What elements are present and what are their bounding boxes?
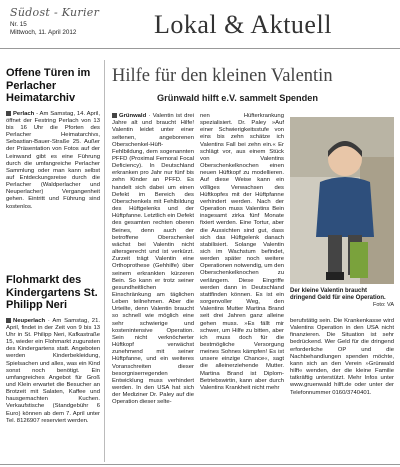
section-title: Lokal & Aktuell	[154, 10, 332, 39]
masthead-divider	[0, 48, 400, 49]
body-text: · Valentin ist drei Jahre alt und braucht Hilfe! Valentin leidet unter einer seltenen, angeborenen Oberschenkel-Hüft-Fehlbildung, dem sogenannten PFFD (Proximal Femoral Focal Deficiency). In Deutschland erkranken pro Jahr nur fünf bis zehn Kinder an PFFD. Es handelt sich dabei um einen Defekt im Bereich des Oberschenkels mit Fehlbildung des Hüftgelenks und der Hüftpfanne. Letztlich ein Defekt des gesamten rechten oberen Beines, denn auch der betroffene Oberschenkel wächst bei Valentin nicht altersgerecht und ist verkürzt. Zurzeit trägt Valentin eine Orthoprothese (Gehhilfe) über seinem erkrankten kürzeren Bein. So kann er trotz seiner gesundheitlichen Einschränkung am täglichen Leben teilnehmen. Aber die Urteilte, denn Valentin braucht so schnell wie möglich eine sehr schwierige und kostenintensive Operation. Sein nicht verknöcherter Hüftkopf verwächst zunehmend mit seiner Hüftpfanne, und ein weiteres Voranschreiten dieser besorgniserregenden Entwicklung muss verhindert werden. In den USA hat sich der Mediziner Dr. Paley auf die Operation dieser selte-	[112, 113, 194, 406]
valentin-photo	[290, 117, 394, 284]
body-text: - Am Samstag, 14. April, öffnet der Festring Perlach von 13 bis 16 Uhr die Pforten des Perlacher Heimatarchivs, Sebastian-Bauer-Straße 25. Außer der Präsentation von Fotos auf der Leinwand gibt es eine Führung durch die umfangreiche Perlacher Sammlung oder man kann selbst auf Entdeckungsreise durch die Perlacher (Waldperlacher und Neuperlacher) Vergangenheit gehen. Eintritt und Führung sind kostenlos.	[6, 110, 100, 210]
sidebar-article-flohmarkt	[6, 274, 100, 425]
article-column-1	[112, 113, 194, 406]
sidebar-body-archive	[6, 111, 100, 211]
photo-credit: Foto: VA	[373, 302, 394, 309]
photo-caption	[290, 288, 394, 310]
issue-date: Mittwoch, 11. April 2012	[10, 28, 77, 36]
article-marker-icon	[112, 113, 117, 118]
newspaper-brand: Südost - Kurier	[10, 6, 100, 19]
place-label: Perlach	[13, 110, 35, 117]
sidebar-headline-archive: Offene Türen im Perlacher Heimatarchiv	[6, 67, 91, 104]
body-text: berufstätig sein. Die Krankenkasse wird Valentins Operation in den USA nicht finanzieren. Die Situation ist sehr bedrückend. Wer Geld für die dringend erforderliche OP und die Nachbehandlungen spenden möchte, kann sich an den Verein »Grünwald hilft« wenden, der die kleine Familie tatkräftig unterstützt. Mehr Infos unter www.gruenwald hilft.de oder unter der Telefonnummer 0160/3740401.	[290, 318, 394, 396]
sidebar-headline-flohmarkt: Flohmarkt des Kindergartens St. Philipp Neri	[6, 274, 98, 311]
column-divider	[104, 60, 105, 462]
caption-text: Der kleine Valentin braucht dringend Geld für eine Operation.	[290, 288, 386, 302]
article-column-2	[200, 113, 284, 392]
place-label: Grünwald	[119, 113, 147, 120]
place-label: Neuperlach	[13, 317, 46, 324]
photo-illustration	[290, 117, 394, 284]
body-text: nen Hüfterkrankung spezialisiert. Dr. Paley »Auf einer Schwierigkeitsstufe von eins bis zehn schätze ich Valentins Fall bei zehn ein.« Er schlägt vor, aus einem Stück von Valentins Oberschenkelknochen einen neuen Hüftkopf zu modellieren. Auf diese Weise kann ein völliges Verwachsen des Hüftkopfes mit der Hüftpfanne verhindert werden. Nach der Operation muss Valentins Bein insgesamt zirka fünf Monate fixiert werden. Eine Tortur, aber die Aussichten sind gut, dass sich das Hüftgelenk danach stabilisiert. Solange Valentin sich im Wachstum befindet, werden später noch weitere Operationen notwendig, um den Oberschenkelknochen zu verlängern. Diese Eingriffe werden dann in Deutschland stattfinden können. Es ist ein sorgenvoller Weg, den Valentins Mutter Martina Brand seit drei Jahren ganz alleine gehen muss. »Es fällt mir schwer, um Hilfe zu bitten, aber ich muss doch für die bestmögliche Versorgung meines Sohnes kämpfen! Es ist unsere einzige Chance«, sagt die alleinerziehende Mutter. Martina Brand ist Diplom-Betriebswirtin, kann aber durch Valentins Krankheit nicht mehr	[200, 113, 284, 391]
article-column-3	[290, 318, 394, 397]
article-headline: Hilfe für den kleinen Valentin	[112, 66, 333, 86]
masthead	[4, 2, 396, 46]
article-subheadline: Grünwald hilft e.V. sammelt Spenden	[157, 93, 318, 103]
page-bottom-rule	[0, 464, 400, 465]
article-marker-icon	[6, 111, 11, 116]
sidebar-body-flohmarkt	[6, 318, 100, 425]
issue-number: Nr. 15	[10, 21, 27, 28]
sidebar-article-archive	[6, 67, 100, 211]
article-marker-icon	[6, 318, 11, 323]
issue-info	[10, 21, 76, 36]
body-text: · Am Samstag, 21. April, findet in der Zeit von 9 bis 13 Uhr in St. Philipp Neri, Kafkastraße 15, wieder ein Flohmarkt zugunsten des Kindergartens statt. Angeboten werden Kinderbekleidung, Spielsachen und alles, was ein Kind sonst noch benötigt. Ein umfangreiches Angebot für Groß und Klein erwartet die Besucher an Brotzeit mit Salaten, Kaffee und hausgemachten Kuchen. Verkaufstische (Standgebühr 6 Euro) können ab dem 7. April unter Tel. 8126907 reserviert werden.	[6, 317, 100, 424]
